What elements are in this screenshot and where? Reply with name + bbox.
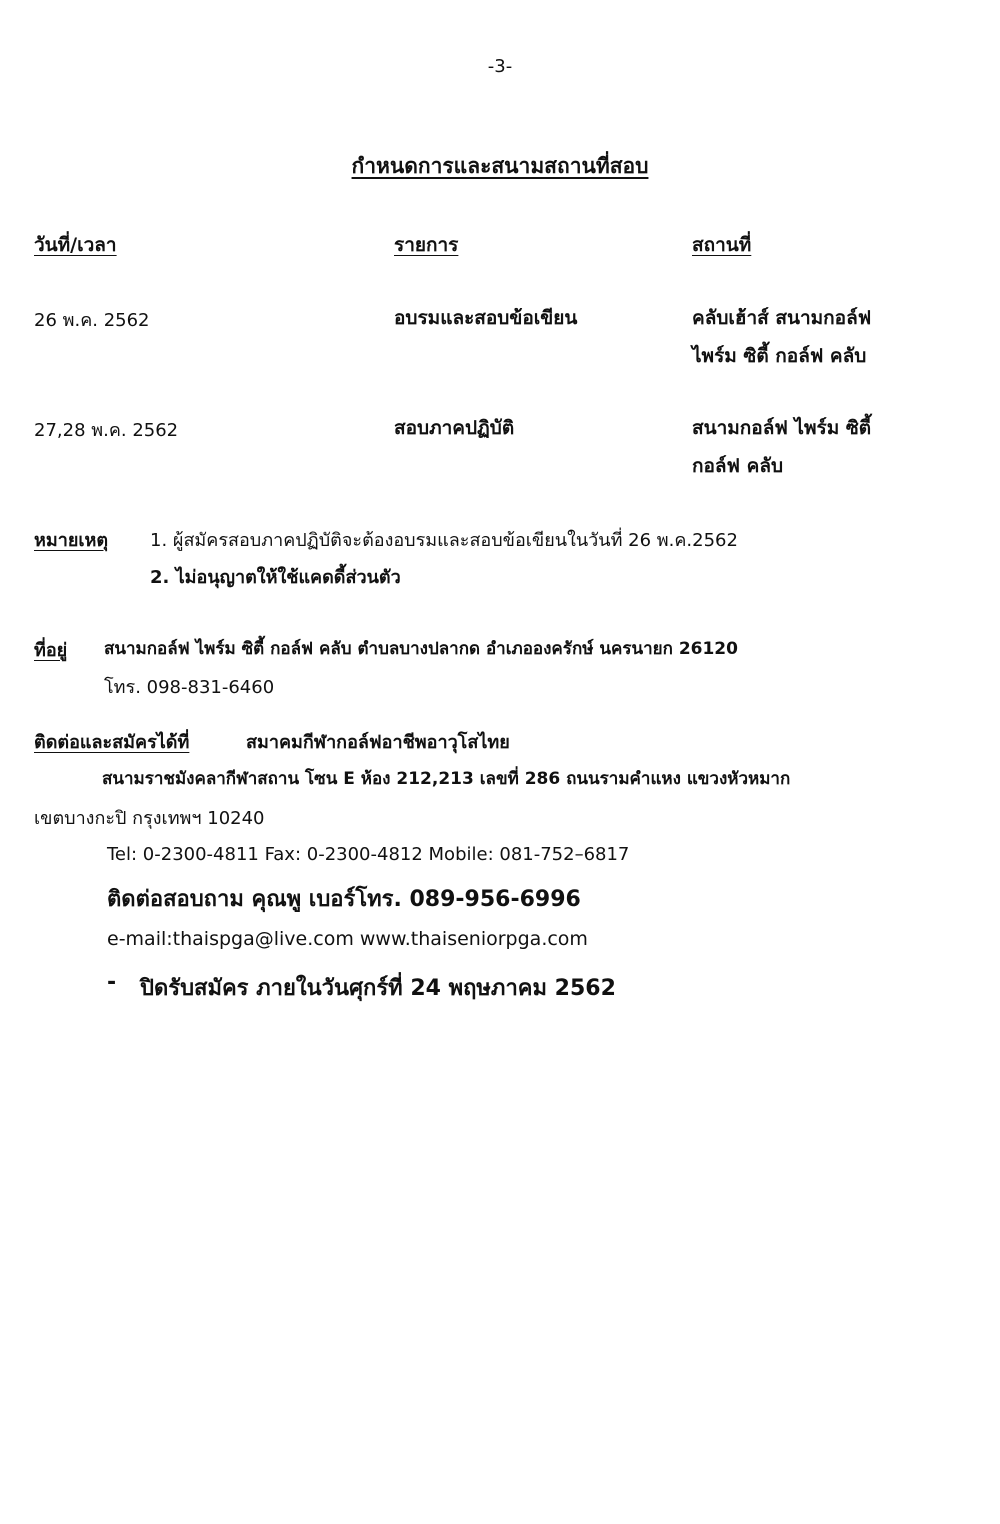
- page-title-text: กำหนดการและสนามสถานที่สอบ: [351, 154, 649, 178]
- deadline-text: ปิดรับสมัคร ภายในวันศุกร์ที่ 24 พฤษภาคม 2562: [140, 976, 616, 1001]
- page-number: -3-: [487, 56, 513, 77]
- schedule-row-2-venue-line1: สนามกอล์ฟ ไพร์ม ซิตี้: [692, 417, 872, 439]
- contact-web: e-mail:thaispga@live.com www.thaiseniorpga.com: [107, 928, 588, 950]
- notes-label: หมายเหตุ: [34, 530, 109, 551]
- address-label: ที่อยู่: [34, 640, 68, 661]
- note-item-2: 2. ไม่อนุญาตให้ใช้แคดดี้ส่วนตัว: [150, 567, 401, 588]
- schedule-row-1-item: อบรมและสอบข้อเขียน: [394, 307, 578, 329]
- schedule-row-2-venue-line2: กอล์ฟ คลับ: [692, 455, 784, 477]
- schedule-row-1-venue-line1: คลับเฮ้าส์ สนามกอล์ฟ: [692, 307, 872, 329]
- contact-address-line1: สนามราชมังคลากีฬาสถาน โซน E ห้อง 212,213 เลขที่ 286 ถนนรามคำแหง แขวงหัวหมาก: [102, 769, 791, 789]
- address-line2: โทร. 098-831-6460: [104, 677, 275, 698]
- address-line1: สนามกอล์ฟ ไพร์ม ซิตี้ กอล์ฟ คลับ ตำบลบางปลากด อำเภอองครักษ์ นครนายก 26120: [104, 639, 738, 659]
- contact-organization: สมาคมกีฬากอล์ฟอาชีพอาวุโสไทย: [246, 732, 510, 753]
- schedule-row-1-venue-line2: ไพร์ม ซิตี้ กอล์ฟ คลับ: [692, 345, 867, 367]
- contact-label: ติดต่อและสมัครได้ที่: [34, 732, 190, 753]
- deadline-bullet: -: [107, 970, 117, 995]
- contact-inquiry: ติดต่อสอบถาม คุณพู เบอร์โทร. 089-956-6996: [107, 887, 581, 912]
- contact-address-line2: เขตบางกะปิ กรุงเทพฯ 10240: [34, 808, 265, 829]
- schedule-row-2-date: 27,28 พ.ค. 2562: [34, 420, 179, 441]
- header-venue: สถานที่: [692, 234, 752, 256]
- note-item-1: 1. ผู้สมัครสอบภาคปฏิบัติจะต้องอบรมและสอบข้อเขียนในวันที่ 26 พ.ค.2562: [150, 530, 738, 551]
- contact-phones: Tel: 0-2300-4811 Fax: 0-2300-4812 Mobile: 081-752–6817: [107, 844, 630, 865]
- schedule-row-2-item: สอบภาคปฏิบัติ: [394, 417, 515, 439]
- schedule-row-1-date: 26 พ.ค. 2562: [34, 310, 150, 331]
- page-title: [0, 150, 1000, 183]
- header-datetime: วันที่/เวลา: [34, 234, 117, 256]
- header-item: รายการ: [394, 234, 459, 256]
